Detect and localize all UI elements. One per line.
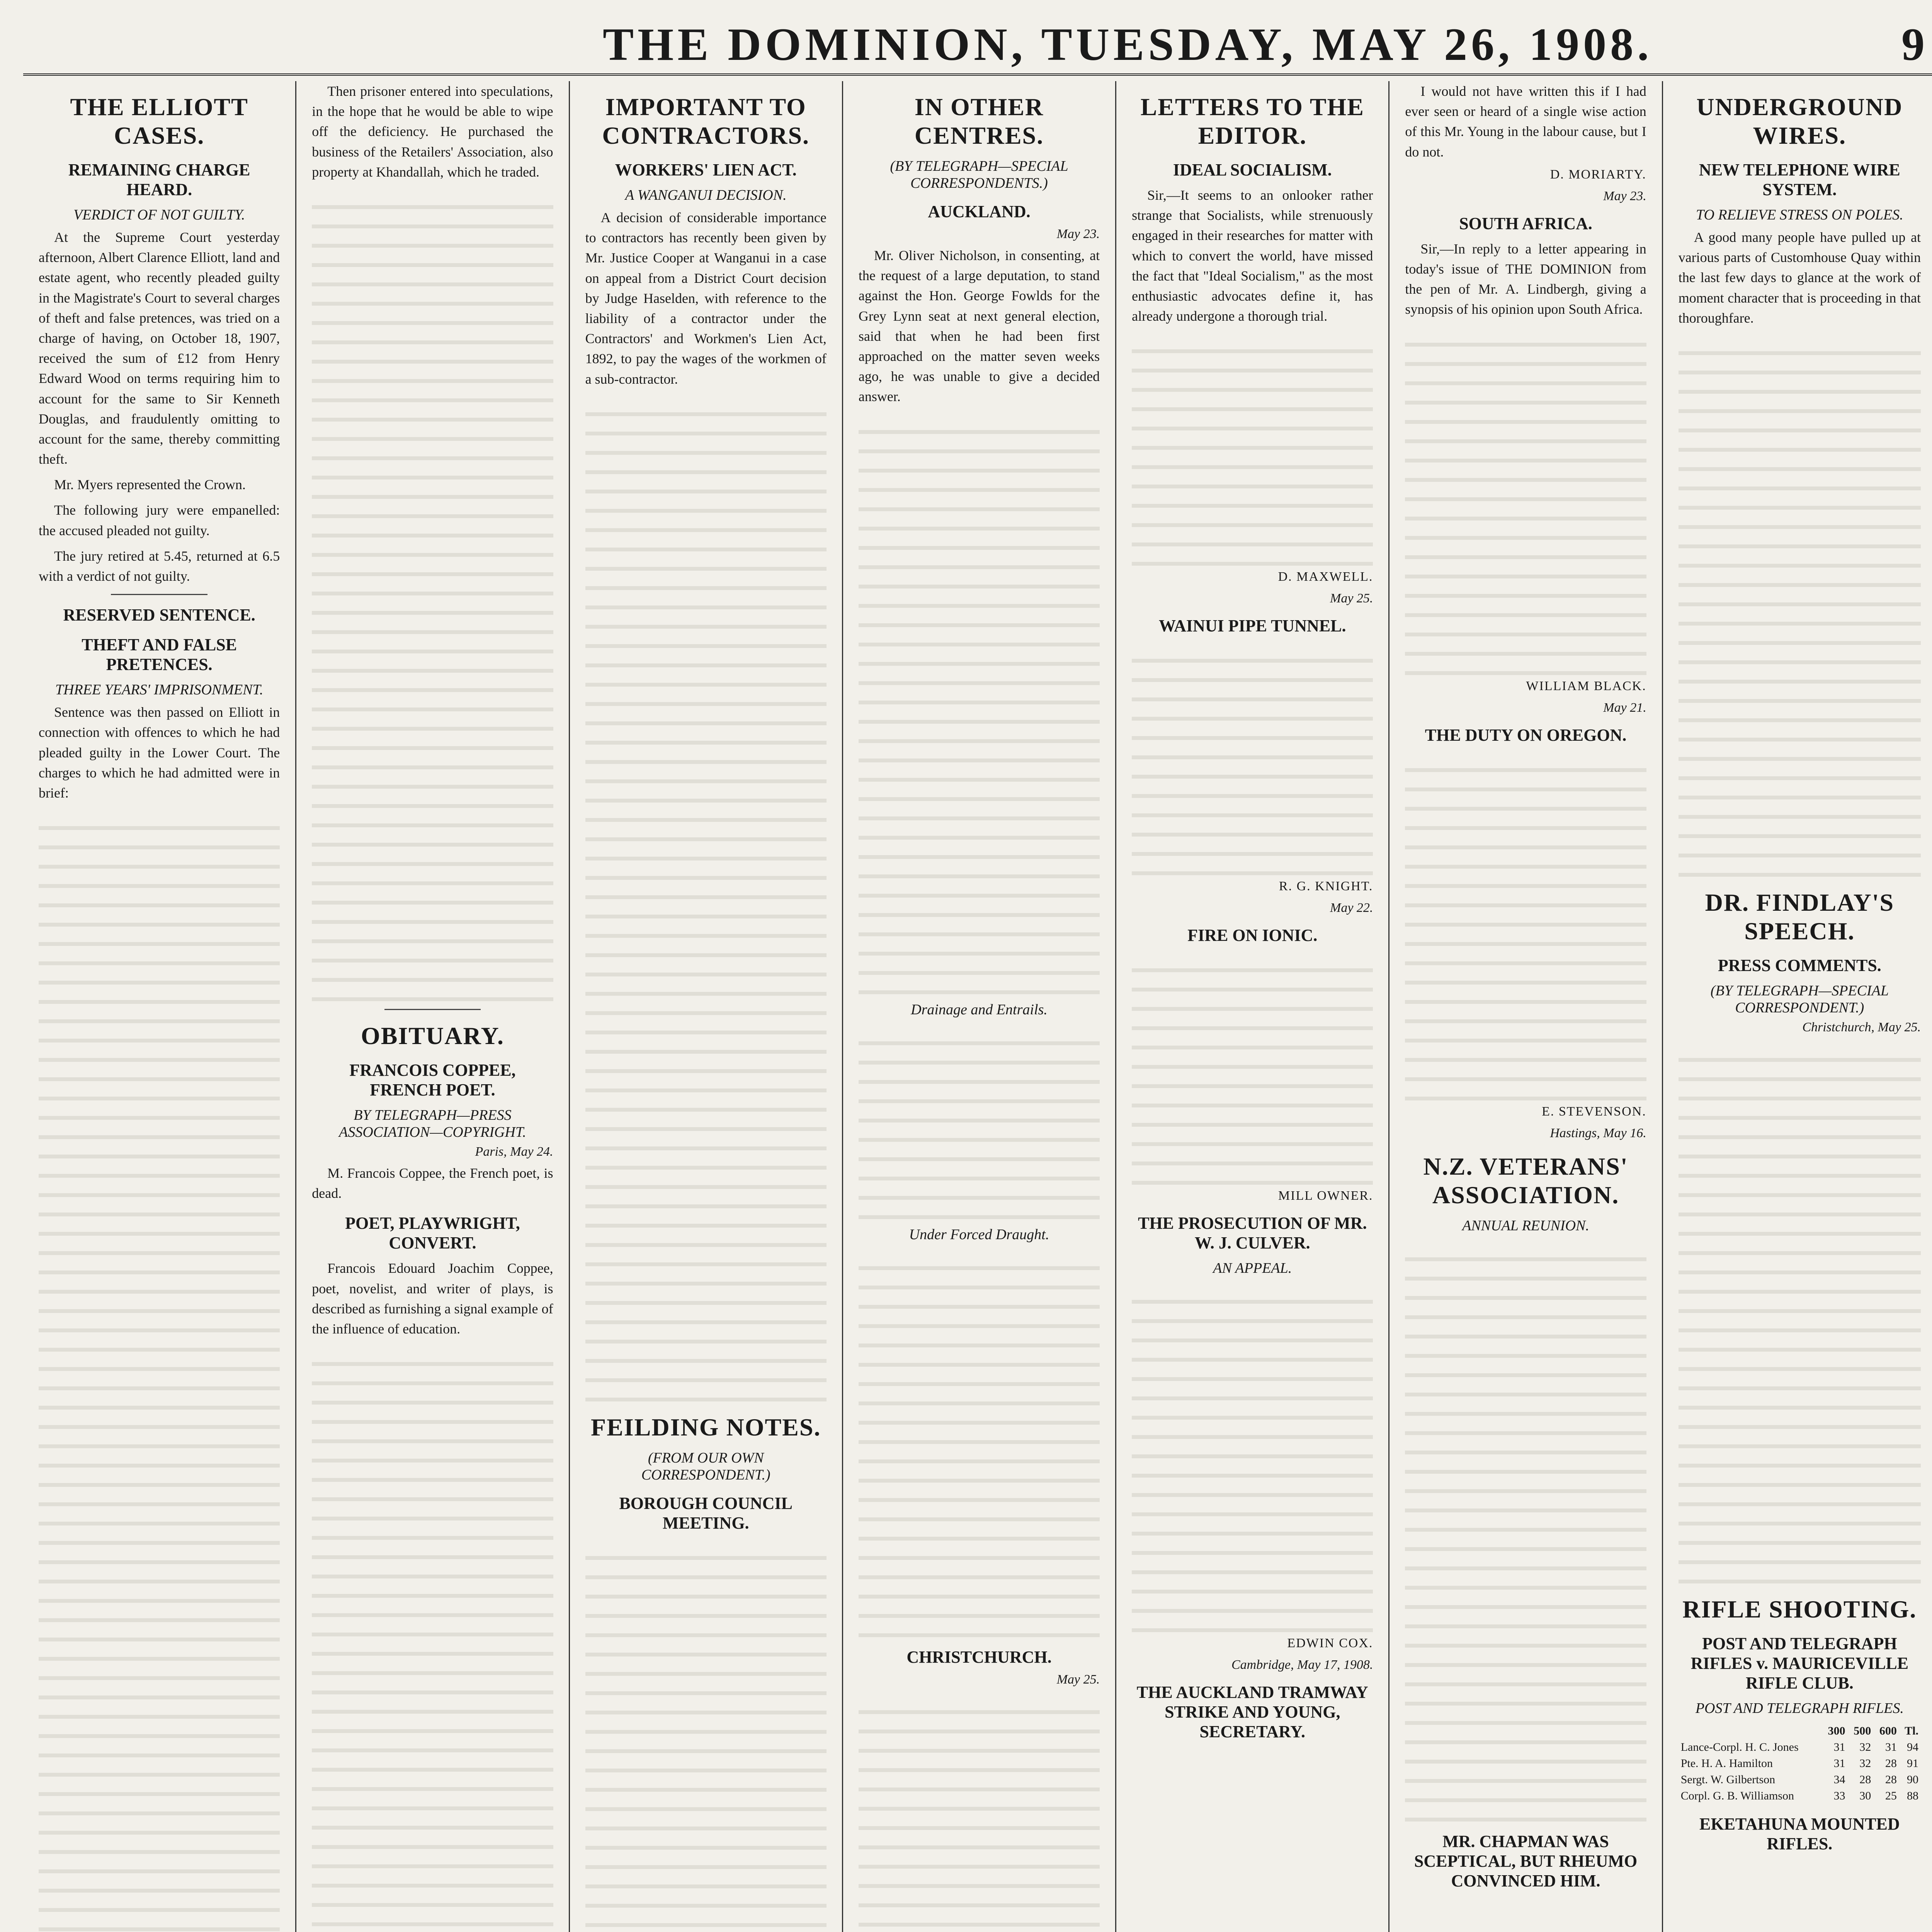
dateline: May 22. <box>1330 901 1373 915</box>
byline: BY TELEGRAPH—PRESS ASSOCIATION—COPYRIGHT. <box>339 1107 526 1140</box>
table-cell: 25 <box>1885 1789 1897 1802</box>
body-text-block <box>1679 1043 1921 1583</box>
signature: MILL OWNER. <box>1278 1189 1373 1203</box>
article-paragraph: Mr. Myers represented the Crown. <box>54 477 246 493</box>
subhead-eketahuna: EKETAHUNA MOUNTED RIFLES. <box>1699 1814 1900 1853</box>
headline-findlay-speech: DR. FINDLAY'S SPEECH. <box>1705 888 1895 945</box>
subhead-theft-false-pretences: THEFT AND FALSE PRETENCES. <box>82 635 237 674</box>
subhead-wainui: WAINUI PIPE TUNNEL. <box>1159 616 1346 636</box>
headline-rheumo-advert: MR. CHAPMAN WAS SCEPTICAL, BUT RHEUMO CONVINCED HIM. <box>1414 1832 1638 1890</box>
article-paragraph: At the Supreme Court yesterday afternoon, Albert Clarence Elliott, land and estate agent, who recently pleaded guilty in the Magistrate's Court to several charges of theft and false pretences, was tried on a charge of having, on October 18, 1907, received the sum of £12 from Henry Edward Wood on terms requiring him to account for the same to Sir Kenneth Douglas, and fraudulently omitting to account for the same, thereby committing theft. <box>39 230 280 467</box>
byline: (FROM OUR OWN CORRESPONDENT.) <box>641 1449 770 1483</box>
page-number: 9 <box>1901 19 1929 70</box>
body-text-block <box>1132 953 1373 1185</box>
article-paragraph: A good many people have pulled up at various parts of Customhouse Quay within the last few days to glance at the work of moment character that is proceeding in that thoroughfare. <box>1678 230 1921 326</box>
table-cell: 33 <box>1833 1789 1845 1802</box>
subhead-auckland: AUCKLAND. <box>928 202 1031 221</box>
subhead-three-years: THREE YEARS' IMPRISONMENT. <box>55 682 264 698</box>
divider <box>111 594 207 595</box>
subhead-relieve-stress: TO RELIEVE STRESS ON POLES. <box>1696 207 1903 223</box>
body-text-block <box>859 1251 1100 1637</box>
subhead-verdict: VERDICT OF NOT GUILTY. <box>73 207 245 223</box>
dateline: May 23. <box>1603 189 1646 203</box>
table-cell: Lance-Corpl. H. C. Jones <box>1680 1740 1799 1753</box>
table-row <box>1679 1755 1921 1772</box>
headline-other-centres: IN OTHER CENTRES. <box>914 93 1044 149</box>
dateline: Christchurch, May 25. <box>1802 1020 1921 1034</box>
headline-feilding-notes: FEILDING NOTES. <box>590 1413 821 1441</box>
table-header-cell <box>1679 1723 1822 1739</box>
table-row <box>1679 1739 1921 1755</box>
article-paragraph: Francois Edouard Joachim Coppee, poet, novelist, and writer of plays, is described as furnishing a signal example of the influence of education. <box>312 1260 553 1337</box>
body-text-block <box>1679 336 1921 877</box>
table-cell: 31 <box>1885 1740 1897 1753</box>
dateline: May 25. <box>1056 1672 1100 1687</box>
body-text-block <box>39 811 280 1932</box>
subhead-tramway-strike: THE AUCKLAND TRAMWAY STRIKE AND YOUNG, SECRETARY. <box>1136 1683 1368 1742</box>
dateline: Hastings, May 16. <box>1550 1126 1646 1140</box>
body-text-block <box>1405 1242 1646 1821</box>
signature: E. STEVENSON. <box>1542 1104 1646 1119</box>
subhead-annual-reunion: ANNUAL REUNION. <box>1462 1217 1589 1234</box>
subhead-borough-council: BOROUGH COUNCIL MEETING. <box>619 1493 793 1532</box>
subhead-francois-coppee: FRANCOIS COPPEE, FRENCH POET. <box>349 1060 516 1099</box>
masthead-title: THE DOMINION, TUESDAY, MAY 26, 1908. <box>603 19 1653 70</box>
article-paragraph: Then prisoner entered into speculations, in the hope that he would be able to wipe off the deficiency. He purchased the business of the Retailers' Association, also property at Khandallah, which he traded. <box>312 83 553 180</box>
body-text-block <box>1132 334 1373 566</box>
subhead-wanganui-decision: A WANGANUI DECISION. <box>625 187 787 203</box>
article-paragraph: Sir,—In reply to a letter appearing in today's issue of THE DOMINION from the pen of Mr. A. Lindbergh, giving a synopsis of his opinion upon South Africa. <box>1405 241 1646 317</box>
scores-table <box>1679 1723 1921 1804</box>
subhead-post-telegraph: POST AND TELEGRAPH RIFLES v. MAURICEVILLE RIFLE CLUB. <box>1690 1634 1909 1692</box>
article-paragraph: Sentence was then passed on Elliott in connection with offences to which he had pleaded guilty in the Lower Court. The charges to which he had admitted were in brief: <box>39 704 280 801</box>
dateline: May 23. <box>1056 227 1100 241</box>
headline-contractors: IMPORTANT TO CONTRACTORS. <box>602 93 810 149</box>
column-7 <box>1663 81 1932 1932</box>
body-text-block <box>585 397 827 1401</box>
subhead-culver: THE PROSECUTION OF MR. W. J. CULVER. <box>1138 1214 1367 1253</box>
table-cell: 28 <box>1859 1773 1871 1786</box>
table-cell: 34 <box>1833 1773 1845 1786</box>
table-cell: 30 <box>1859 1789 1871 1802</box>
table-cell: 31 <box>1833 1757 1845 1770</box>
dateline: Paris, May 24. <box>475 1144 553 1159</box>
subhead-duty-oregon: THE DUTY ON OREGON. <box>1425 725 1627 745</box>
subhead-poet-playwright: POET, PLAYWRIGHT, CONVERT. <box>345 1214 520 1253</box>
table-cell: 28 <box>1885 1773 1897 1786</box>
headline-veterans: N.Z. VETERANS' ASSOCIATION. <box>1423 1152 1628 1209</box>
signature: D. MAXWELL. <box>1278 570 1373 584</box>
signature: EDWIN COX. <box>1287 1636 1373 1651</box>
subhead-telephone-wire: NEW TELEPHONE WIRE SYSTEM. <box>1699 160 1900 199</box>
subhead-south-africa: SOUTH AFRICA. <box>1459 214 1592 233</box>
table-cell: 94 <box>1906 1740 1918 1753</box>
body-text-block <box>1405 753 1646 1100</box>
column-6 <box>1389 81 1663 1932</box>
headline-elliott-cases: THE ELLIOTT CASES. <box>70 93 248 149</box>
table-header-cell: Tl. <box>1905 1724 1918 1737</box>
table-cell: 88 <box>1906 1789 1918 1802</box>
table-cell: Corpl. G. B. Williamson <box>1680 1789 1794 1802</box>
article-paragraph: The jury retired at 5.45, returned at 6.5 with a verdict of not guilty. <box>39 548 280 584</box>
signature: D. MORIARTY. <box>1550 167 1646 182</box>
dateline: Cambridge, May 17, 1908. <box>1231 1658 1373 1672</box>
column-1 <box>23 81 296 1932</box>
body-text-block <box>585 1541 827 1932</box>
subhead-christchurch: CHRISTCHURCH. <box>906 1647 1052 1667</box>
article-paragraph: Mr. Oliver Nicholson, in consenting, at the request of a large deputation, to stand against the Hon. George Fowlds for the Grey Lynn seat at next general election, said that when he had been first approached on the matter seven weeks ago, he was unable to give a decided answer. <box>858 248 1100 405</box>
table-caption: POST AND TELEGRAPH RIFLES. <box>1695 1700 1904 1716</box>
divider <box>384 1009 481 1010</box>
subhead-appeal: AN APPEAL. <box>1213 1260 1292 1277</box>
subhead-press-comments: PRESS COMMENTS. <box>1718 956 1881 975</box>
article-paragraph: Sir,—It seems to an onlooker rather strange that Socialists, while strenuously engaged in their researches for matter with which to convert the world, have missed the fact that "Ideal Socialism," as the most enthusiastic advocates define it, has already undergone a thorough trial. <box>1132 187 1373 324</box>
table-cell: 91 <box>1906 1757 1918 1770</box>
body-text-block <box>1132 643 1373 875</box>
body-text-block <box>1132 1284 1373 1632</box>
column-3 <box>570 81 843 1932</box>
table-header-row <box>1679 1723 1921 1739</box>
body-text-block <box>859 1026 1100 1219</box>
dateline: May 25. <box>1330 591 1373 606</box>
body-text-block <box>859 415 1100 994</box>
article-paragraph: A decision of considerable importance to contractors has recently been given by Mr. Justice Cooper at Wanganui in a case on appeal from a District Court decision by Judge Haselden, with reference to the liability of a contractor under the Contractors' and Workmen's Lien Act, 1892, to pay the wages of the workmen of a sub-contractor. <box>585 210 827 387</box>
article-paragraph: M. Francois Coppee, the French poet, is dead. <box>312 1165 553 1201</box>
column-2 <box>296 81 570 1932</box>
subhead-remaining-charge: REMAINING CHARGE HEARD. <box>68 160 250 199</box>
signature: WILLIAM BLACK. <box>1526 679 1646 693</box>
byline: (BY TELEGRAPH—SPECIAL CORRESPONDENT.) <box>1710 982 1889 1016</box>
table-cell: 32 <box>1859 1757 1871 1770</box>
column-4 <box>843 81 1116 1932</box>
table-row <box>1679 1772 1921 1788</box>
table-cell: 31 <box>1833 1740 1845 1753</box>
subhead-ideal-socialism: IDEAL SOCIALISM. <box>1173 160 1332 179</box>
table-row <box>1679 1788 1921 1804</box>
body-text-block <box>312 1347 553 1932</box>
signature: R. G. KNIGHT. <box>1279 879 1373 894</box>
subhead-reserved-sentence: RESERVED SENTENCE. <box>63 605 255 625</box>
headline-rifle-shooting: RIFLE SHOOTING. <box>1682 1595 1917 1623</box>
headline-obituary: OBITUARY. <box>361 1022 504 1049</box>
article-paragraph: The following jury were empanelled: the accused pleaded not guilty. <box>39 502 280 538</box>
byline: (BY TELEGRAPH—SPECIAL CORRESPONDENTS.) <box>890 158 1068 191</box>
table-cell: 32 <box>1859 1740 1871 1753</box>
headline-letters-editor: LETTERS TO THE EDITOR. <box>1140 93 1364 149</box>
table-cell: Sergt. W. Gilbertson <box>1680 1773 1776 1786</box>
column-5 <box>1116 81 1389 1932</box>
headline-underground-wires: UNDERGROUND WIRES. <box>1696 93 1903 149</box>
masthead <box>23 8 1932 76</box>
dateline: May 21. <box>1603 700 1646 715</box>
table-cell: Pte. H. A. Hamilton <box>1680 1757 1773 1770</box>
subhead-fire-ionic: FIRE ON IONIC. <box>1187 926 1318 945</box>
table-cell: 28 <box>1885 1757 1897 1770</box>
subhead-workers-lien: WORKERS' LIEN ACT. <box>615 160 797 179</box>
table-header-cell: 600 <box>1879 1724 1897 1737</box>
body-text-block <box>1405 327 1646 675</box>
article-paragraph: I would not have written this if I had ever seen or heard of a single wise action of this Mr. Young in the labour cause, but I do not. <box>1405 83 1646 160</box>
body-text-block <box>859 1695 1100 1932</box>
table-cell: 90 <box>1906 1773 1918 1786</box>
subhead-forced-draught: Under Forced Draught. <box>909 1226 1049 1243</box>
body-text-block <box>312 190 553 1001</box>
table-header-cell: 500 <box>1854 1724 1871 1737</box>
table-header-cell: 300 <box>1828 1724 1845 1737</box>
subhead-drainage: Drainage and Entrails. <box>911 1001 1048 1018</box>
columns <box>23 81 1932 1932</box>
